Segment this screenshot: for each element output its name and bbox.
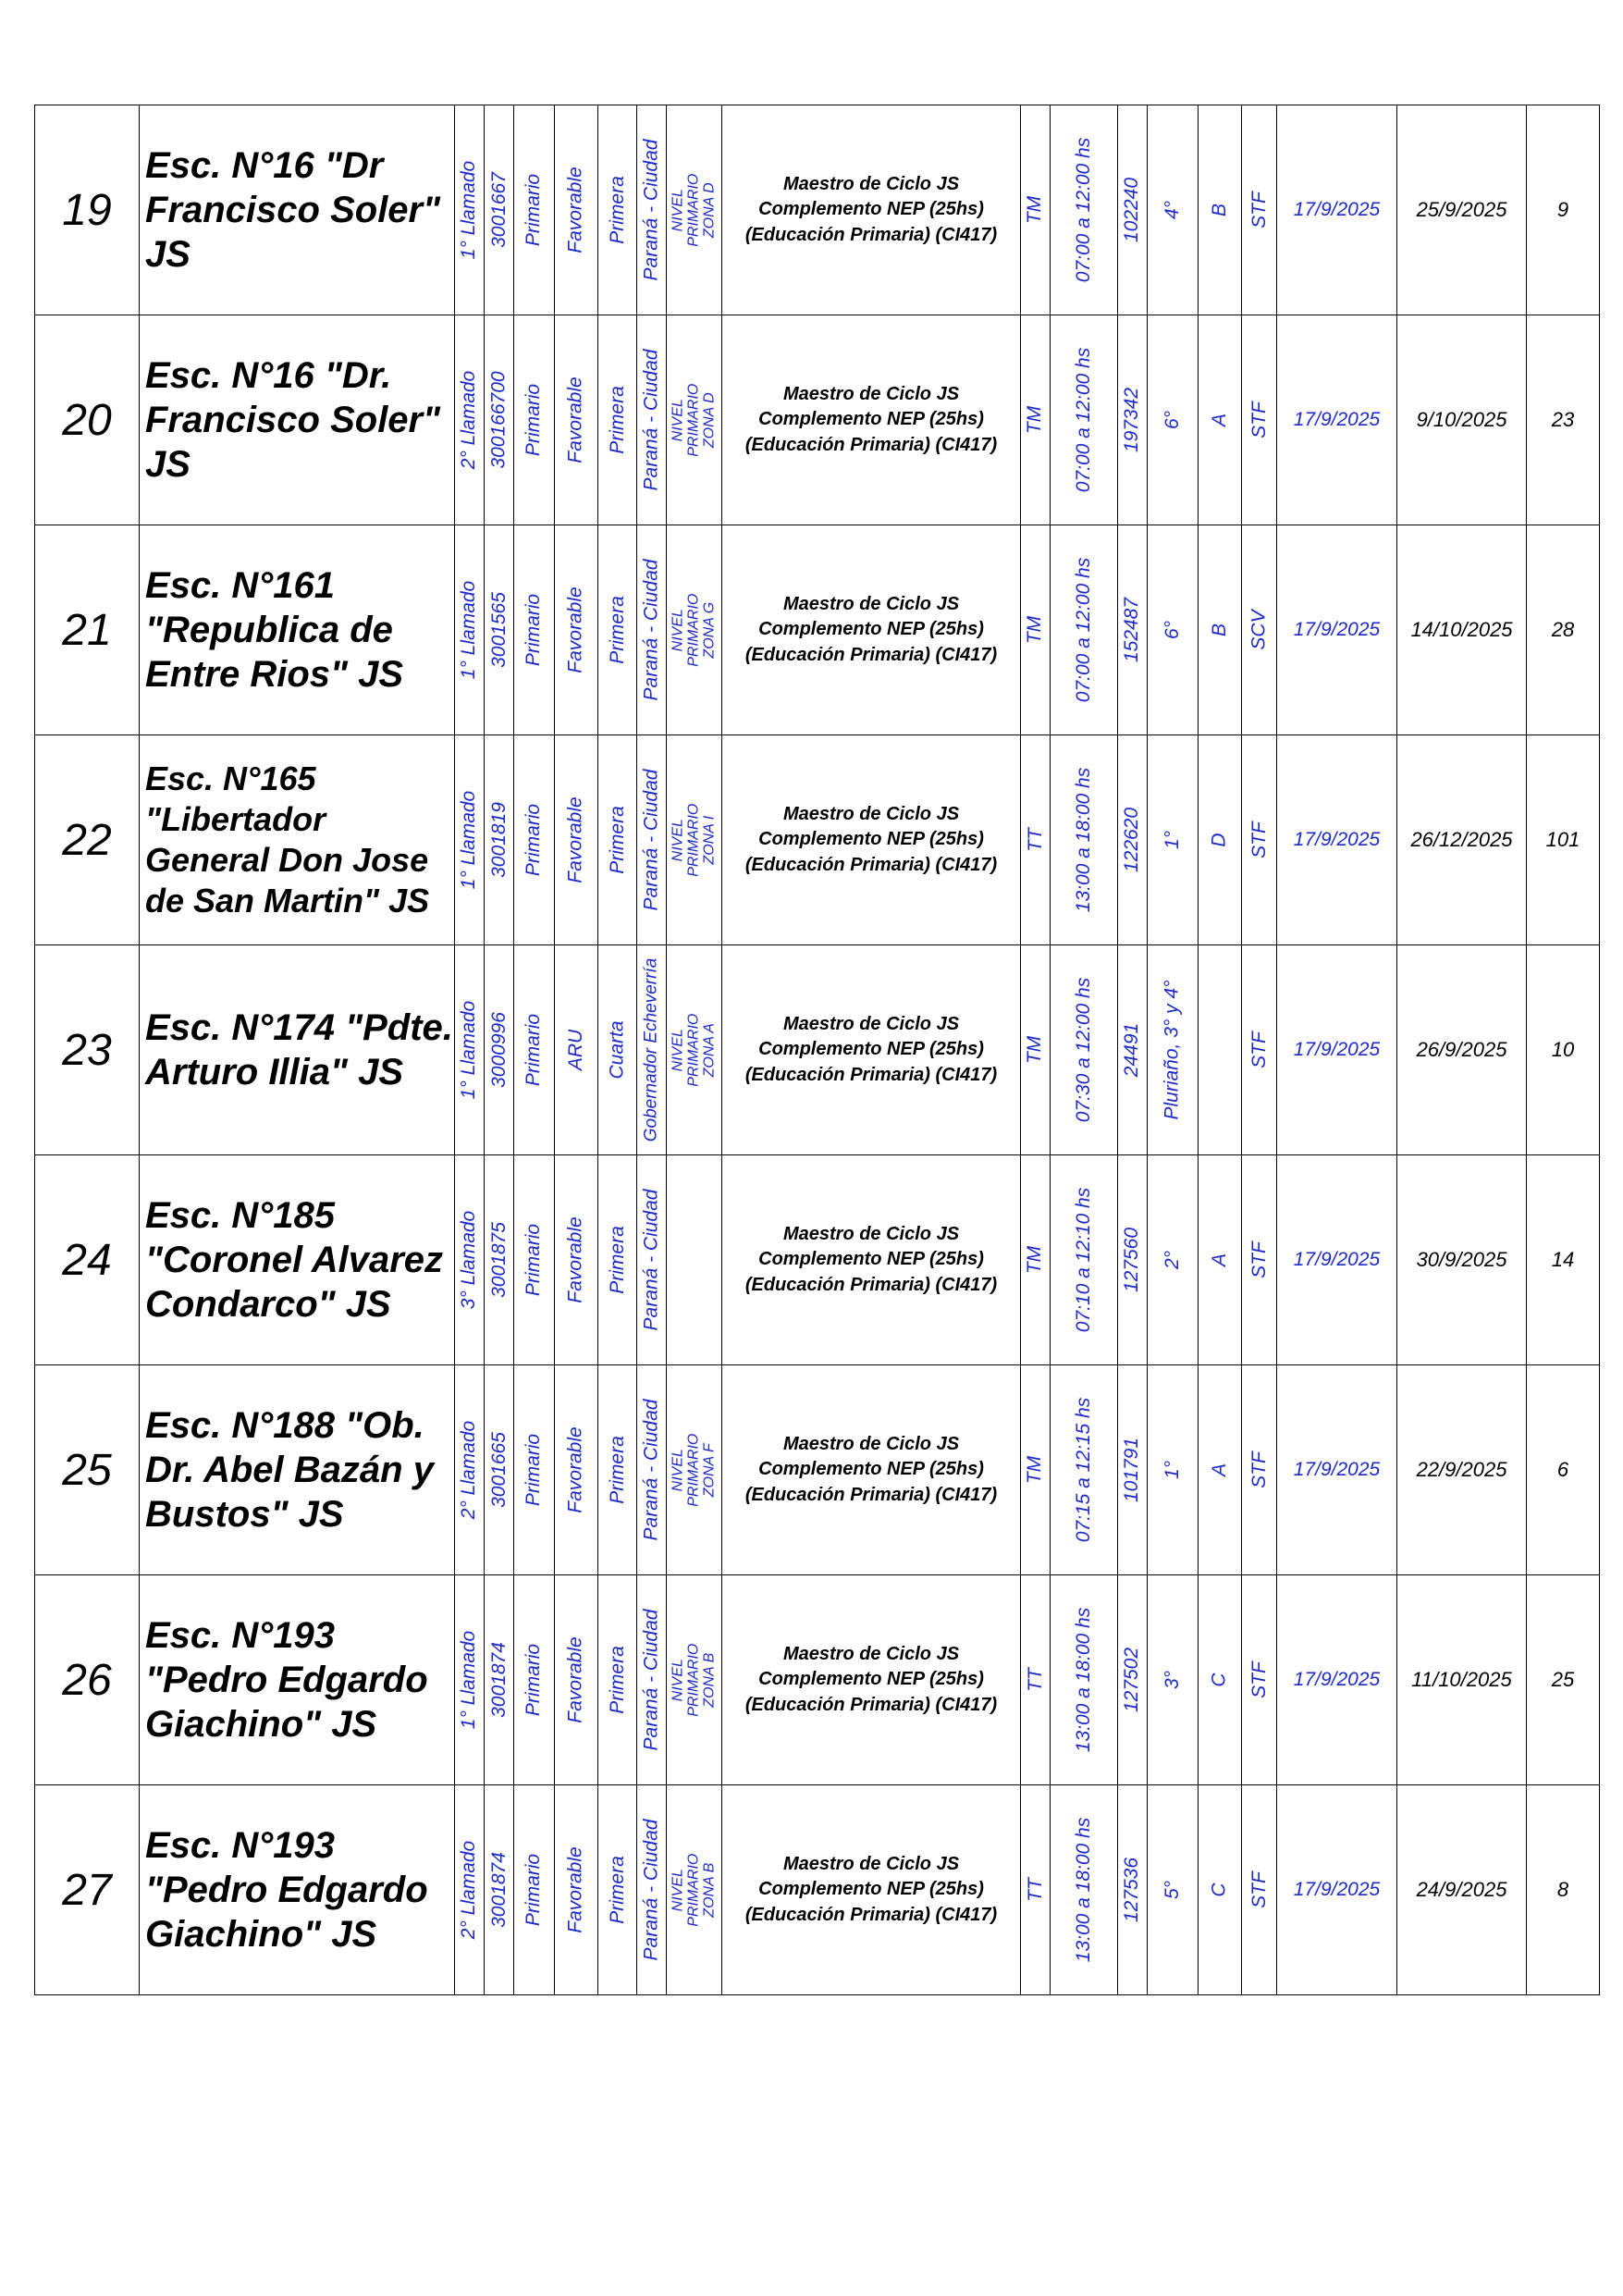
- vacancies-table: [34, 105, 1600, 1995]
- grade-cell: [1148, 315, 1199, 525]
- table-row: [35, 1785, 1600, 1995]
- tipo-cell-text: Favorable: [565, 167, 587, 253]
- position-id-cell: [1118, 315, 1148, 525]
- code-cell: [485, 525, 514, 735]
- department-cell: [637, 945, 667, 1155]
- school-name: Esc. N°193 "Pedro Edgardo Giachino" JS: [140, 1785, 455, 1995]
- division-cell-text: C: [1208, 1882, 1230, 1897]
- code-cell: [485, 945, 514, 1155]
- row-number: 23: [35, 945, 140, 1155]
- position-cell: Maestro de Ciclo JS Complemento NEP (25hs) (Educación Primaria) (CI417): [722, 315, 1021, 525]
- status-cell: [1242, 105, 1277, 315]
- position-id-cell-text: 127536: [1121, 1857, 1143, 1923]
- department-cell-text: Paraná - Ciudad: [640, 769, 662, 911]
- nivel-cell: [514, 945, 555, 1155]
- table-row: [35, 735, 1600, 945]
- end-date: 24/9/2025: [1397, 1785, 1527, 1995]
- code-cell-text: 3001665: [487, 1432, 510, 1508]
- row-number: 27: [35, 1785, 140, 1995]
- division-cell: [1199, 315, 1242, 525]
- schedule-cell: [1051, 525, 1118, 735]
- table-row: [35, 1365, 1600, 1575]
- position-id-cell: [1118, 525, 1148, 735]
- position-id-cell: [1118, 1575, 1148, 1785]
- shift-cell: [1021, 525, 1051, 735]
- zone-cell-text: NIVEL PRIMARIO ZONA B: [670, 1643, 717, 1717]
- category-cell: [598, 525, 637, 735]
- status-cell: [1242, 315, 1277, 525]
- position-id-cell: [1118, 735, 1148, 945]
- row-number: 22: [35, 735, 140, 945]
- department-cell-text: Paraná - Ciudad: [640, 1189, 662, 1331]
- code-cell: [485, 1575, 514, 1785]
- position-cell: Maestro de Ciclo JS Complemento NEP (25hs) (Educación Primaria) (CI417): [722, 1155, 1021, 1365]
- row-number: 26: [35, 1575, 140, 1785]
- shift-cell-text: TM: [1024, 1455, 1046, 1485]
- schedule-cell-text: 13:00 a 18:00 hs: [1073, 767, 1094, 913]
- tipo-cell-text: Favorable: [565, 586, 587, 673]
- position-cell: Maestro de Ciclo JS Complemento NEP (25hs) (Educación Primaria) (CI417): [722, 1785, 1021, 1995]
- status-cell-text: STF: [1248, 191, 1270, 228]
- shift-cell: [1021, 735, 1051, 945]
- start-date: 17/9/2025: [1277, 105, 1397, 315]
- category-cell: [598, 735, 637, 945]
- grade-cell: [1148, 1785, 1199, 1995]
- llamado-cell: [455, 315, 485, 525]
- end-date: 25/9/2025: [1397, 105, 1527, 315]
- tipo-cell-text: Favorable: [565, 376, 587, 463]
- status-cell: [1242, 735, 1277, 945]
- schedule-cell: [1051, 1575, 1118, 1785]
- end-date: 30/9/2025: [1397, 1155, 1527, 1365]
- tipo-cell: [555, 1785, 598, 1995]
- llamado-cell-text: 1° Llamado: [458, 790, 480, 890]
- division-cell: [1199, 1575, 1242, 1785]
- division-cell-text: D: [1208, 833, 1230, 847]
- nivel-cell-text: Primario: [523, 803, 545, 877]
- status-cell-text: STF: [1248, 821, 1270, 858]
- days-count: 14: [1527, 1155, 1600, 1365]
- grade-cell: [1148, 1155, 1199, 1365]
- category-cell-text: Primera: [606, 1226, 628, 1294]
- zone-cell: [667, 945, 722, 1155]
- grade-cell: [1148, 1365, 1199, 1575]
- status-cell-text: STF: [1248, 1241, 1270, 1278]
- grade-cell-text: 1°: [1161, 830, 1183, 850]
- start-date: 17/9/2025: [1277, 945, 1397, 1155]
- tipo-cell: [555, 315, 598, 525]
- tipo-cell: [555, 105, 598, 315]
- status-cell: [1242, 1575, 1277, 1785]
- category-cell: [598, 1365, 637, 1575]
- department-cell: [637, 1155, 667, 1365]
- llamado-cell-text: 1° Llamado: [458, 1000, 480, 1100]
- position-cell: Maestro de Ciclo JS Complemento NEP (25hs) (Educación Primaria) (CI417): [722, 945, 1021, 1155]
- start-date: 17/9/2025: [1277, 735, 1397, 945]
- department-cell: [637, 1365, 667, 1575]
- llamado-cell: [455, 525, 485, 735]
- shift-cell: [1021, 315, 1051, 525]
- position-cell: Maestro de Ciclo JS Complemento NEP (25hs) (Educación Primaria) (CI417): [722, 525, 1021, 735]
- department-cell: [637, 735, 667, 945]
- nivel-cell-text: Primario: [523, 1223, 545, 1297]
- code-cell-text: 3001874: [487, 1642, 510, 1718]
- llamado-cell-text: 2° Llamado: [458, 370, 480, 470]
- division-cell: [1199, 1365, 1242, 1575]
- llamado-cell-text: 1° Llamado: [458, 580, 480, 680]
- row-number: 20: [35, 315, 140, 525]
- school-name: Esc. N°188 "Ob. Dr. Abel Bazán y Bustos" JS: [140, 1365, 455, 1575]
- tipo-cell-text: Favorable: [565, 1636, 587, 1723]
- position-id-cell: [1118, 1365, 1148, 1575]
- schedule-cell: [1051, 1365, 1118, 1575]
- department-cell: [637, 525, 667, 735]
- row-number: 19: [35, 105, 140, 315]
- zone-cell: [667, 735, 722, 945]
- school-name: Esc. N°165 "Libertador General Don Jose de San Martin" JS: [140, 735, 455, 945]
- grade-cell-text: 4°: [1161, 200, 1183, 220]
- department-cell-text: Paraná - Ciudad: [640, 1399, 662, 1541]
- nivel-cell-text: Primario: [523, 593, 545, 667]
- status-cell-text: STF: [1248, 1031, 1270, 1068]
- tipo-cell: [555, 735, 598, 945]
- code-cell-text: 3000996: [487, 1012, 510, 1088]
- table-row: [35, 945, 1600, 1155]
- shift-cell-text: TM: [1024, 615, 1046, 645]
- code-cell: [485, 1155, 514, 1365]
- zone-cell-text: NIVEL PRIMARIO ZONA A: [670, 1013, 717, 1087]
- nivel-cell: [514, 315, 555, 525]
- nivel-cell: [514, 1575, 555, 1785]
- code-cell: [485, 315, 514, 525]
- status-cell-text: SCV: [1248, 610, 1270, 650]
- category-cell: [598, 945, 637, 1155]
- tipo-cell: [555, 1575, 598, 1785]
- division-cell-text: A: [1208, 413, 1230, 427]
- department-cell-text: Paraná - Ciudad: [640, 559, 662, 701]
- position-id-cell: [1118, 1785, 1148, 1995]
- llamado-cell-text: 2° Llamado: [458, 1420, 480, 1520]
- start-date: 17/9/2025: [1277, 525, 1397, 735]
- division-cell-text: C: [1208, 1673, 1230, 1687]
- category-cell: [598, 1575, 637, 1785]
- schedule-cell-text: 07:00 a 12:00 hs: [1073, 557, 1094, 703]
- days-count: 8: [1527, 1785, 1600, 1995]
- nivel-cell: [514, 1785, 555, 1995]
- code-cell-text: 3001875: [487, 1222, 510, 1298]
- division-cell-text: A: [1208, 1253, 1230, 1267]
- nivel-cell-text: Primario: [523, 383, 545, 457]
- start-date: 17/9/2025: [1277, 315, 1397, 525]
- category-cell: [598, 1785, 637, 1995]
- days-count: 6: [1527, 1365, 1600, 1575]
- code-cell: [485, 105, 514, 315]
- schedule-cell: [1051, 735, 1118, 945]
- start-date: 17/9/2025: [1277, 1785, 1397, 1995]
- start-date: 17/9/2025: [1277, 1575, 1397, 1785]
- division-cell-text: B: [1208, 623, 1230, 637]
- zone-cell-text: NIVEL PRIMARIO ZONA I: [670, 803, 717, 877]
- division-cell: [1199, 945, 1242, 1155]
- table-row: [35, 105, 1600, 315]
- grade-cell: [1148, 525, 1199, 735]
- llamado-cell: [455, 1155, 485, 1365]
- days-count: 10: [1527, 945, 1600, 1155]
- days-count: 101: [1527, 735, 1600, 945]
- nivel-cell: [514, 105, 555, 315]
- nivel-cell-text: Primario: [523, 173, 545, 247]
- end-date: 26/12/2025: [1397, 735, 1527, 945]
- llamado-cell: [455, 1575, 485, 1785]
- schedule-cell: [1051, 315, 1118, 525]
- code-cell-text: 3001565: [487, 592, 510, 668]
- grade-cell: [1148, 945, 1199, 1155]
- code-cell-text: 3001667: [487, 172, 510, 248]
- status-cell: [1242, 1155, 1277, 1365]
- department-cell-text: Paraná - Ciudad: [640, 1819, 662, 1961]
- status-cell-text: STF: [1248, 1451, 1270, 1488]
- end-date: 26/9/2025: [1397, 945, 1527, 1155]
- nivel-cell: [514, 1365, 555, 1575]
- division-cell: [1199, 105, 1242, 315]
- tipo-cell-text: Favorable: [565, 796, 587, 883]
- category-cell-text: Primera: [606, 596, 628, 664]
- zone-cell: [667, 1365, 722, 1575]
- tipo-cell: [555, 1365, 598, 1575]
- shift-cell: [1021, 1155, 1051, 1365]
- tipo-cell: [555, 1155, 598, 1365]
- grade-cell-text: 1°: [1161, 1460, 1183, 1480]
- llamado-cell: [455, 105, 485, 315]
- shift-cell-text: TM: [1024, 195, 1046, 225]
- nivel-cell-text: Primario: [523, 1643, 545, 1717]
- schedule-cell: [1051, 1155, 1118, 1365]
- category-cell-text: Primera: [606, 1856, 628, 1924]
- schedule-cell-text: 13:00 a 18:00 hs: [1073, 1607, 1094, 1753]
- category-cell-text: Primera: [606, 386, 628, 454]
- shift-cell: [1021, 945, 1051, 1155]
- zone-cell-text: NIVEL PRIMARIO ZONA G: [670, 593, 717, 667]
- school-name: Esc. N°161 "Republica de Entre Rios" JS: [140, 525, 455, 735]
- nivel-cell: [514, 735, 555, 945]
- start-date: 17/9/2025: [1277, 1365, 1397, 1575]
- division-cell: [1199, 525, 1242, 735]
- code-cell: [485, 735, 514, 945]
- position-id-cell-text: 197342: [1121, 387, 1143, 453]
- category-cell-text: Cuarta: [606, 1020, 628, 1080]
- shift-cell: [1021, 1785, 1051, 1995]
- shift-cell: [1021, 105, 1051, 315]
- nivel-cell: [514, 525, 555, 735]
- division-cell-text: B: [1208, 203, 1230, 217]
- department-cell: [637, 105, 667, 315]
- status-cell: [1242, 1785, 1277, 1995]
- position-cell: Maestro de Ciclo JS Complemento NEP (25hs) (Educación Primaria) (CI417): [722, 1365, 1021, 1575]
- grade-cell-text: Pluriaño, 3° y 4°: [1162, 980, 1184, 1120]
- row-number: 25: [35, 1365, 140, 1575]
- llamado-cell-text: 2° Llamado: [458, 1840, 480, 1940]
- status-cell: [1242, 945, 1277, 1155]
- schedule-cell: [1051, 1785, 1118, 1995]
- grade-cell-text: 6°: [1161, 620, 1183, 640]
- code-cell: [485, 1785, 514, 1995]
- position-id-cell-text: 127502: [1121, 1647, 1143, 1713]
- category-cell: [598, 1155, 637, 1365]
- status-cell-text: STF: [1248, 401, 1270, 438]
- status-cell: [1242, 525, 1277, 735]
- zone-cell: [667, 525, 722, 735]
- end-date: 11/10/2025: [1397, 1575, 1527, 1785]
- end-date: 9/10/2025: [1397, 315, 1527, 525]
- table-row: [35, 1155, 1600, 1365]
- zone-cell-text: NIVEL PRIMARIO ZONA D: [670, 173, 717, 247]
- position-cell: Maestro de Ciclo JS Complemento NEP (25hs) (Educación Primaria) (CI417): [722, 105, 1021, 315]
- department-cell: [637, 1785, 667, 1995]
- schedule-cell-text: 07:15 a 12:15 hs: [1073, 1397, 1094, 1543]
- schedule-cell-text: 07:00 a 12:00 hs: [1073, 137, 1094, 283]
- zone-cell: [667, 1155, 722, 1365]
- tipo-cell-text: Favorable: [565, 1216, 587, 1303]
- nivel-cell-text: Primario: [523, 1433, 545, 1507]
- code-cell-text: 300166700: [487, 371, 510, 469]
- department-cell-text: Paraná - Ciudad: [640, 139, 662, 281]
- category-cell-text: Primera: [606, 176, 628, 244]
- category-cell-text: Primera: [606, 806, 628, 874]
- position-cell: Maestro de Ciclo JS Complemento NEP (25hs) (Educación Primaria) (CI417): [722, 1575, 1021, 1785]
- nivel-cell-text: Primario: [523, 1853, 545, 1927]
- row-number: 24: [35, 1155, 140, 1365]
- position-id-cell: [1118, 1155, 1148, 1365]
- grade-cell-text: 2°: [1161, 1250, 1183, 1270]
- grade-cell: [1148, 1575, 1199, 1785]
- tipo-cell-text: ARU: [565, 1029, 586, 1071]
- tipo-cell: [555, 945, 598, 1155]
- position-id-cell: [1118, 105, 1148, 315]
- grade-cell: [1148, 105, 1199, 315]
- position-id-cell-text: 122620: [1121, 807, 1143, 873]
- grade-cell-text: 6°: [1161, 410, 1183, 430]
- department-cell-text: Paraná - Ciudad: [640, 1609, 662, 1751]
- position-id-cell: [1118, 945, 1148, 1155]
- zone-cell: [667, 1785, 722, 1995]
- days-count: 28: [1527, 525, 1600, 735]
- llamado-cell-text: 1° Llamado: [458, 160, 480, 260]
- department-cell: [637, 315, 667, 525]
- shift-cell-text: TM: [1024, 1035, 1046, 1065]
- zone-cell-text: NIVEL PRIMARIO ZONA D: [670, 383, 717, 457]
- llamado-cell-text: 3° Llamado: [458, 1210, 480, 1310]
- shift-cell-text: TT: [1024, 828, 1046, 852]
- llamado-cell-text: 1° Llamado: [458, 1630, 480, 1730]
- school-name: Esc. N°16 "Dr. Francisco Soler" JS: [140, 315, 455, 525]
- schedule-cell: [1051, 105, 1118, 315]
- schedule-cell-text: 07:00 a 12:00 hs: [1073, 347, 1094, 493]
- position-id-cell-text: 102240: [1121, 177, 1143, 243]
- schedule-cell: [1051, 945, 1118, 1155]
- schedule-cell-text: 13:00 a 18:00 hs: [1073, 1817, 1094, 1963]
- llamado-cell: [455, 945, 485, 1155]
- schedule-cell-text: 07:30 a 12:00 hs: [1073, 977, 1094, 1123]
- llamado-cell: [455, 735, 485, 945]
- shift-cell-text: TM: [1024, 405, 1046, 435]
- days-count: 25: [1527, 1575, 1600, 1785]
- table-row: [35, 315, 1600, 525]
- department-cell-text: Gobernador Echeverría: [641, 957, 661, 1142]
- status-cell: [1242, 1365, 1277, 1575]
- table-row: [35, 1575, 1600, 1785]
- division-cell: [1199, 735, 1242, 945]
- school-name: Esc. N°174 "Pdte. Arturo Illia" JS: [140, 945, 455, 1155]
- grade-cell-text: 5°: [1161, 1880, 1183, 1900]
- grade-cell: [1148, 735, 1199, 945]
- status-cell-text: STF: [1248, 1871, 1270, 1908]
- zone-cell: [667, 315, 722, 525]
- shift-cell: [1021, 1575, 1051, 1785]
- position-cell: Maestro de Ciclo JS Complemento NEP (25hs) (Educación Primaria) (CI417): [722, 735, 1021, 945]
- code-cell: [485, 1365, 514, 1575]
- grade-cell-text: 3°: [1161, 1670, 1183, 1690]
- school-name: Esc. N°193 "Pedro Edgardo Giachino" JS: [140, 1575, 455, 1785]
- category-cell: [598, 105, 637, 315]
- position-id-cell-text: 127560: [1121, 1227, 1143, 1293]
- table-row: [35, 525, 1600, 735]
- schedule-cell-text: 07:10 a 12:10 hs: [1073, 1187, 1094, 1333]
- shift-cell-text: TT: [1024, 1668, 1046, 1692]
- zone-cell-text: NIVEL PRIMARIO ZONA B: [670, 1853, 717, 1927]
- days-count: 23: [1527, 315, 1600, 525]
- end-date: 14/10/2025: [1397, 525, 1527, 735]
- status-cell-text: STF: [1248, 1661, 1270, 1698]
- position-id-cell-text: 24491: [1121, 1022, 1143, 1078]
- tipo-cell-text: Favorable: [565, 1426, 587, 1513]
- zone-cell: [667, 1575, 722, 1785]
- code-cell-text: 3001819: [487, 802, 510, 878]
- row-number: 21: [35, 525, 140, 735]
- end-date: 22/9/2025: [1397, 1365, 1527, 1575]
- department-cell: [637, 1575, 667, 1785]
- nivel-cell-text: Primario: [523, 1013, 545, 1087]
- school-name: Esc. N°16 "Dr Francisco Soler" JS: [140, 105, 455, 315]
- department-cell-text: Paraná - Ciudad: [640, 349, 662, 491]
- division-cell: [1199, 1785, 1242, 1995]
- code-cell-text: 3001874: [487, 1852, 510, 1928]
- shift-cell-text: TM: [1024, 1245, 1046, 1275]
- position-id-cell-text: 152487: [1121, 597, 1143, 663]
- start-date: 17/9/2025: [1277, 1155, 1397, 1365]
- school-name: Esc. N°185 "Coronel Alvarez Condarco" JS: [140, 1155, 455, 1365]
- shift-cell-text: TT: [1024, 1878, 1046, 1902]
- zone-cell-text: NIVEL PRIMARIO ZONA F: [670, 1433, 717, 1507]
- nivel-cell: [514, 1155, 555, 1365]
- zone-cell: [667, 105, 722, 315]
- shift-cell: [1021, 1365, 1051, 1575]
- days-count: 9: [1527, 105, 1600, 315]
- category-cell-text: Primera: [606, 1646, 628, 1714]
- tipo-cell: [555, 525, 598, 735]
- tipo-cell-text: Favorable: [565, 1846, 587, 1933]
- llamado-cell: [455, 1785, 485, 1995]
- division-cell: [1199, 1155, 1242, 1365]
- position-id-cell-text: 101791: [1121, 1437, 1143, 1503]
- division-cell-text: A: [1208, 1463, 1230, 1477]
- category-cell: [598, 315, 637, 525]
- llamado-cell: [455, 1365, 485, 1575]
- category-cell-text: Primera: [606, 1436, 628, 1504]
